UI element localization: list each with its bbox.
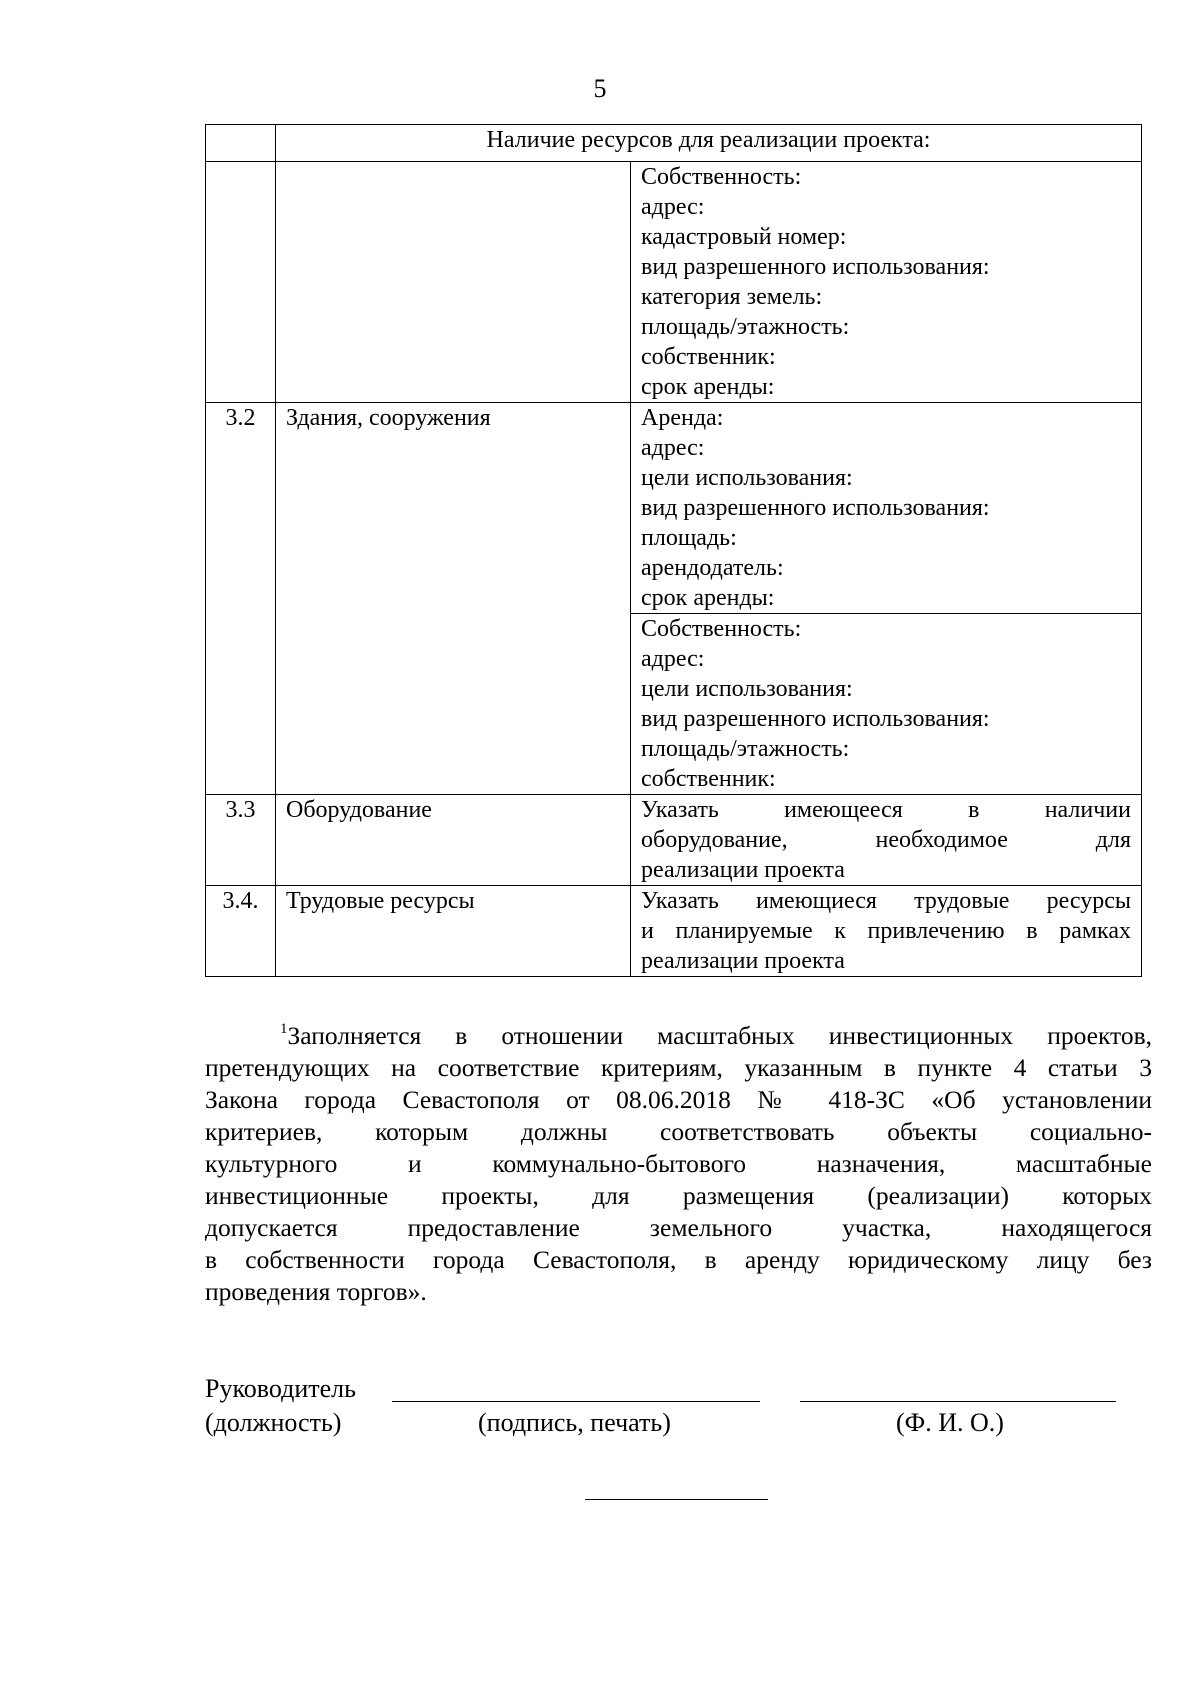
- labor-cell: [631, 886, 1142, 977]
- table-row-name: Трудовые ресурсы: [276, 886, 631, 977]
- buildings-own-cell: [631, 614, 1142, 795]
- cell-line: цели использования:: [641, 465, 853, 491]
- cell-line: вид разрешенного использования:: [641, 254, 990, 280]
- cell-line: кадастровый номер:: [641, 224, 847, 250]
- cell-line: срок аренды:: [641, 585, 775, 611]
- name-label: (Ф. И. О.): [896, 1408, 1004, 1437]
- table-row-name: Оборудование: [276, 795, 631, 886]
- table-header: Наличие ресурсов для реализации проекта:: [276, 125, 1142, 162]
- table-row-name: Здания, сооружения: [276, 403, 631, 795]
- cell-line: оборудование, необходимое для: [641, 827, 1131, 853]
- footnote: [205, 1020, 1152, 1308]
- footnote-line: [205, 1020, 1152, 1052]
- sign-label: (подпись, печать): [478, 1408, 671, 1437]
- table-row-num: [206, 162, 276, 403]
- resources-table: [205, 124, 1142, 977]
- signature-title: Руководитель: [205, 1374, 356, 1403]
- footnote-line: претендующих на соответствие критериям, указанным в пункте 4 статьи 3: [205, 1053, 1152, 1082]
- cell-line: Собственность:: [641, 616, 802, 642]
- cell-line: собственник:: [641, 766, 776, 792]
- signature-line[interactable]: [392, 1401, 760, 1402]
- table-row-name: [276, 162, 631, 403]
- land-ownership-cell: [631, 162, 1142, 403]
- footnote-line: инвестиционные проекты, для размещения (реализации) которых: [205, 1181, 1152, 1210]
- cell-line: Аренда:: [641, 405, 724, 431]
- footnote-line: в собственности города Севастополя, в аренду юридическому лицу без: [205, 1245, 1152, 1274]
- cell-line: Указать имеющееся в наличии: [641, 797, 1131, 823]
- footnote-line: Закона города Севастополя от 08.06.2018 № 418-ЗС «Об установлении: [205, 1085, 1152, 1114]
- table-row-num: 3.4.: [206, 886, 276, 977]
- footnote-line: культурного и коммунально-бытового назначения, масштабные: [205, 1149, 1152, 1178]
- cell-line: и планируемые к привлечению в рамках: [641, 918, 1131, 944]
- cell-line: адрес:: [641, 194, 705, 220]
- cell-line: площадь:: [641, 525, 737, 551]
- table-row-land: [206, 162, 1142, 403]
- cell-line: Собственность:: [641, 164, 802, 190]
- footnote-marker: 1: [280, 1021, 288, 1037]
- table-row-labor: [206, 886, 1142, 977]
- cell-line: адрес:: [641, 435, 705, 461]
- table-row-num: 3.3: [206, 795, 276, 886]
- footnote-text: Заполняется в отношении масштабных инвестиционных проектов,: [287, 1021, 1152, 1050]
- cell-line: площадь/этажность:: [641, 314, 850, 340]
- position-label: (должность): [205, 1408, 342, 1437]
- footnote-line: критериев, которым должны соответствовать объекты социально-: [205, 1117, 1152, 1146]
- table-row-num: 3.2: [206, 403, 276, 795]
- cell-line: цели использования:: [641, 676, 853, 702]
- name-line[interactable]: [800, 1401, 1116, 1402]
- cell-line: арендодатель:: [641, 555, 784, 581]
- footnote-line: проведения торгов».: [205, 1277, 427, 1306]
- footnote-line: допускается предоставление земельного участка, находящегося: [205, 1213, 1152, 1242]
- table-header-row: [206, 125, 1142, 162]
- cell-line: вид разрешенного использования:: [641, 495, 990, 521]
- cell-line: категория земель:: [641, 284, 823, 310]
- end-divider: [585, 1499, 768, 1500]
- cell-line: реализации проекта: [641, 948, 845, 974]
- cell-line: реализации проекта: [641, 857, 845, 883]
- cell-line: собственник:: [641, 344, 776, 370]
- buildings-rent-cell: [631, 403, 1142, 614]
- cell-line: Указать имеющиеся трудовые ресурсы: [641, 888, 1131, 914]
- cell-line: вид разрешенного использования:: [641, 706, 990, 732]
- table-row-num: [206, 125, 276, 162]
- table-row-equipment: [206, 795, 1142, 886]
- equipment-cell: [631, 795, 1142, 886]
- page-number: 5: [593, 74, 607, 103]
- table-row-buildings: [206, 403, 1142, 614]
- cell-line: площадь/этажность:: [641, 736, 850, 762]
- cell-line: срок аренды:: [641, 374, 775, 400]
- cell-line: адрес:: [641, 646, 705, 672]
